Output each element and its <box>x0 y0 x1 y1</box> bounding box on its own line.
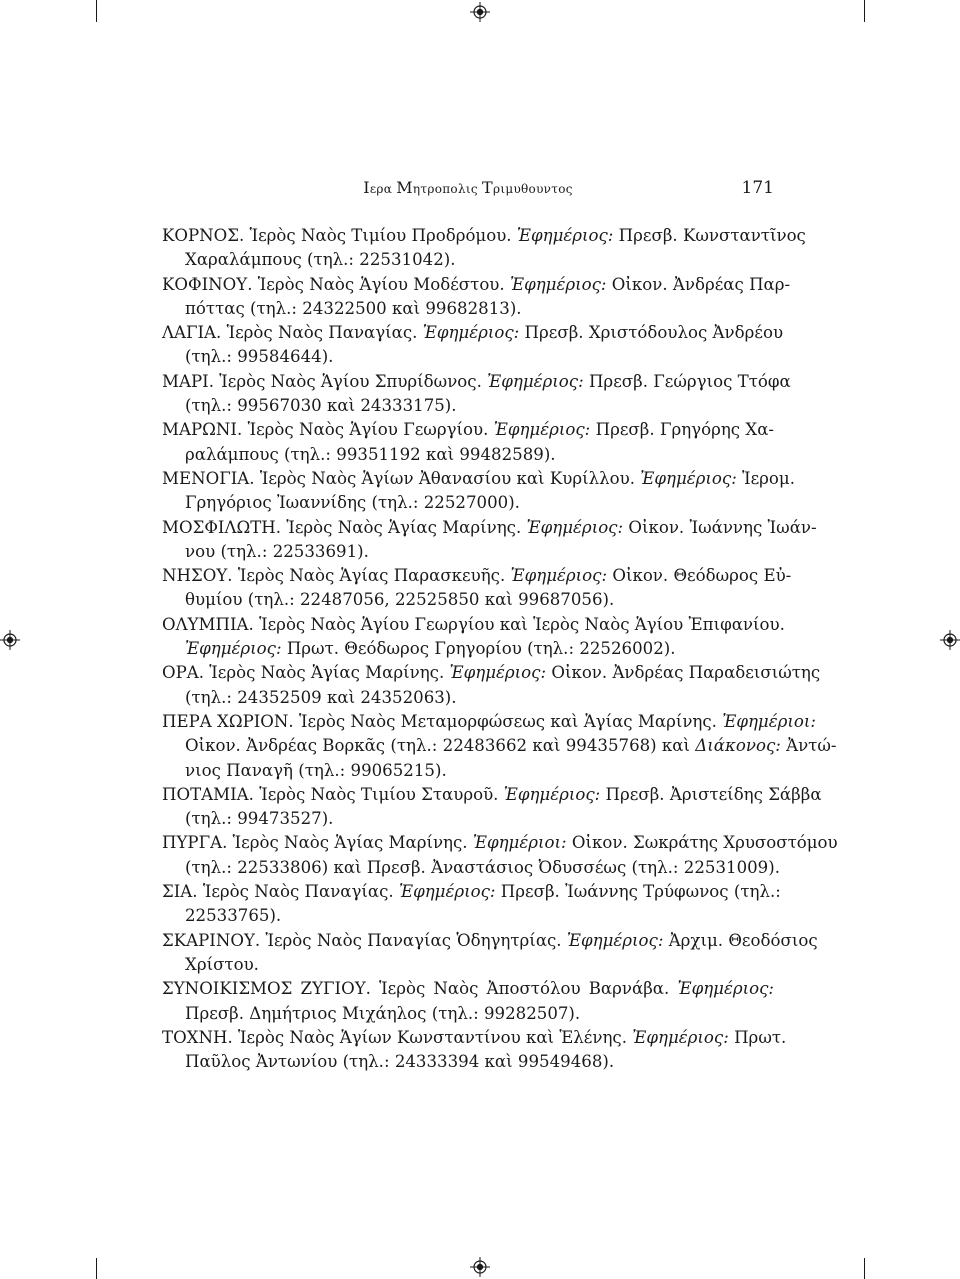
registration-mark-icon <box>940 630 960 650</box>
entry-line: Παῦλος Ἀντωνίου (τηλ.: 24333394 καὶ 99549468). <box>185 1052 615 1072</box>
entry-line: (τηλ.: 99584644). <box>185 347 334 367</box>
rh-small: ριμυθουντος <box>492 182 573 196</box>
role-label: Ἐφημέριος: <box>526 517 624 537</box>
entry-line: (τηλ.: 22533806) καὶ Πρεσβ. Ἀναστάσιος Ὀδυσσέως (τηλ.: 22531009). <box>185 857 780 877</box>
entry-line: ΠΟΤΑΜΙΑ. Ἱερὸς Ναὸς Τιμίου Σταυροῦ. Ἐφημέριος: Πρεσβ. Ἀριστείδης Σάββα <box>162 784 822 804</box>
parish-entry <box>162 321 784 370</box>
rh-cap: Μ <box>396 178 413 197</box>
rh-cap: Ι <box>363 178 370 197</box>
parish-entry <box>162 516 817 565</box>
entry-line: ΛΑΓΙΑ. Ἱερὸς Ναὸς Παναγίας. Ἐφημέριος: Πρεσβ. Χριστόδουλος Ἀνδρέου <box>162 323 784 343</box>
entry-line: ΜΑΡΩΝΙ. Ἱερὸς Ναὸς Ἁγίου Γεωργίου. Ἐφημέριος: Πρεσβ. Γρηγόρης Χα- <box>162 420 775 440</box>
entry-line: ΣΙΑ. Ἱερὸς Ναὸς Παναγίας. Ἐφημέριος: Πρεσβ. Ἰωάννης Τρύφωνος (τηλ.: <box>162 882 781 902</box>
entry-line: ΜΟΣΦΙΛΩΤΗ. Ἱερὸς Ναὸς Ἁγίας Μαρίνης. Ἐφημέριος: Οἰκον. Ἰωάννης Ἰωάν- <box>162 517 817 537</box>
entry-line: νιος Παναγῆ (τηλ.: 99065215). <box>185 760 447 780</box>
entry-line: Χρίστου. <box>185 954 259 974</box>
entry-line: ΠΕΡΑ ΧΩΡΙΟΝ. Ἱερὸς Ναὸς Μεταμορφώσεως καὶ Ἁγίας Μαρίνης. Ἐφημέριοι: <box>162 711 816 731</box>
registration-mark-icon <box>0 630 20 650</box>
entry-line: Ἐφημέριος: Πρωτ. Θεόδωρος Γρηγορίου (τηλ.: 22526002). <box>185 639 676 659</box>
entry-line: ΣΥΝΟΙΚΙΣΜΟΣ ΖΥΓΙΟΥ. Ἱερὸς Ναὸς Ἀποστόλου Βαρνάβα. Ἐφημέριος: <box>162 979 774 999</box>
parish-entry <box>162 370 791 419</box>
parish-entry <box>162 880 781 929</box>
parish-entry <box>162 564 792 613</box>
entry-line: Χαραλάμπους (τηλ.: 22531042). <box>185 250 456 270</box>
parish-entry <box>162 661 821 710</box>
role-label: Ἐφημέριος: <box>398 882 496 902</box>
running-head-title <box>162 178 774 197</box>
role-label: Ἐφημέριος: <box>493 420 591 440</box>
entry-line: Πρεσβ. Δημήτριος Μιχάηλος (τηλ.: 99282507). <box>185 1003 581 1023</box>
entry-line: πόττας (τηλ.: 24322500 καὶ 99682813). <box>185 298 522 318</box>
role-label: Ἐφημέριοι: <box>722 711 816 731</box>
entry-line: (τηλ.: 24352509 καὶ 24352063). <box>185 687 457 707</box>
parish-entry <box>162 467 795 516</box>
entry-line: 22533765). <box>185 906 282 926</box>
registration-mark-icon <box>470 1257 490 1277</box>
role-label: Ἐφημέριος: <box>640 468 737 488</box>
entry-line: ΜΕΝΟΓΙΑ. Ἱερὸς Ναὸς Ἁγίων Ἀθανασίου καὶ Κυρίλλου. Ἐφημέριος: Ἱερομ. <box>162 468 795 488</box>
parish-entry <box>162 613 785 662</box>
parish-entry <box>162 710 837 783</box>
parish-entry <box>162 929 818 978</box>
entry-line: ΟΛΥΜΠΙΑ. Ἱερὸς Ναὸς Ἁγίου Γεωργίου καὶ Ἱερὸς Ναὸς Ἁγίου Ἐπιφανίου. <box>162 614 785 634</box>
entry-line: ΤΟΧΝΗ. Ἱερὸς Ναὸς Ἁγίων Κωνσταντίνου καὶ Ἑλένης. Ἐφημέριος: Πρωτ. <box>162 1027 787 1047</box>
parish-entry <box>162 273 791 322</box>
rh-cap: Τ <box>482 178 493 197</box>
crop-mark-top-right <box>864 0 865 22</box>
entry-line: ΣΚΑΡΙΝΟΥ. Ἱερὸς Ναὸς Παναγίας Ὁδηγητρίας. Ἐφημέριος: Ἀρχιμ. Θεοδόσιος <box>162 930 818 950</box>
parish-entry <box>162 418 774 467</box>
role-label: Ἐφημέριος: <box>422 323 520 343</box>
entry-line: (τηλ.: 99473527). <box>185 809 334 829</box>
parish-entry <box>162 783 822 832</box>
rh-small: ητροπολις <box>412 182 482 196</box>
entry-line: θυμίου (τηλ.: 22487056, 22525850 καὶ 99687056). <box>185 590 615 610</box>
running-head <box>162 178 774 202</box>
parish-entry <box>162 224 806 273</box>
entry-line: νου (τηλ.: 22533691). <box>185 541 369 561</box>
entry-line: ΝΗΣΟΥ. Ἱερὸς Ναὸς Ἁγίας Παρασκευῆς. Ἐφημέριος: Οἰκον. Θεόδωρος Εὐ- <box>162 566 792 586</box>
role-label: Ἐφημέριος: <box>566 930 664 950</box>
crop-mark-bottom-right <box>864 1258 865 1279</box>
role-label: Ἐφημέριος: <box>632 1027 729 1047</box>
role-label: Ἐφημέριος: <box>677 979 774 999</box>
page-number: 171 <box>741 178 774 198</box>
role-label: Ἐφημέριος: <box>503 784 601 804</box>
role-label: Ἐφημέριος: <box>516 226 614 245</box>
entry-line: Οἰκον. Ἀνδρέας Βορκᾶς (τηλ.: 22483662 καὶ 99435768) καὶ Διάκονος: Ἀντώ- <box>185 736 837 756</box>
role-label: Διάκονος: <box>695 736 781 756</box>
entry-line: ΟΡΑ. Ἱερὸς Ναὸς Ἁγίας Μαρίνης. Ἐφημέριος: Οἰκον. Ἀνδρέας Παραδεισιώτης <box>162 663 821 683</box>
crop-mark-bottom-left <box>96 1258 97 1279</box>
role-label: Ἐφημέριος: <box>449 663 547 683</box>
role-label: Ἐφημέριος: <box>509 274 607 294</box>
entry-line: (τηλ.: 99567030 καὶ 24333175). <box>185 396 457 416</box>
role-label: Ἐφημέριος: <box>510 566 608 586</box>
entry-line: ΚΟΡΝΟΣ. Ἱερὸς Ναὸς Τιμίου Προδρόμου. Ἐφημέριος: Πρεσβ. Κωνσταντῖνος <box>162 226 806 245</box>
entry-line: Γρηγόριος Ἰωαννίδης (τηλ.: 22527000). <box>185 493 520 513</box>
registration-mark-icon <box>470 2 490 22</box>
parish-entry <box>162 831 838 880</box>
role-label: Ἐφημέριοι: <box>472 833 567 853</box>
entry-line: ΜΑΡΙ. Ἱερὸς Ναὸς Ἁγίου Σπυρίδωνος. Ἐφημέριος: Πρεσβ. Γεώργιος Ττόφα <box>162 371 791 391</box>
entry-line: ΚΟΦΙΝΟΥ. Ἱερὸς Ναὸς Ἁγίου Μοδέστου. Ἐφημέριος: Οἰκον. Ἀνδρέας Παρ- <box>162 274 791 294</box>
entry-line: ραλάμπους (τηλ.: 99351192 καὶ 99482589). <box>185 444 556 464</box>
parish-entry <box>162 1026 787 1075</box>
directory-text <box>162 224 838 1074</box>
parish-entry <box>162 977 774 1026</box>
entry-line: ΠΥΡΓΑ. Ἱερὸς Ναὸς Ἁγίας Μαρίνης. Ἐφημέριοι: Οἰκον. Σωκράτης Χρυσοστόμου <box>162 833 838 853</box>
rh-small: ερα <box>369 182 397 196</box>
role-label: Ἐφημέριος: <box>487 371 584 391</box>
crop-mark-top-left <box>96 0 97 22</box>
role-label: Ἐφημέριος: <box>185 639 282 659</box>
